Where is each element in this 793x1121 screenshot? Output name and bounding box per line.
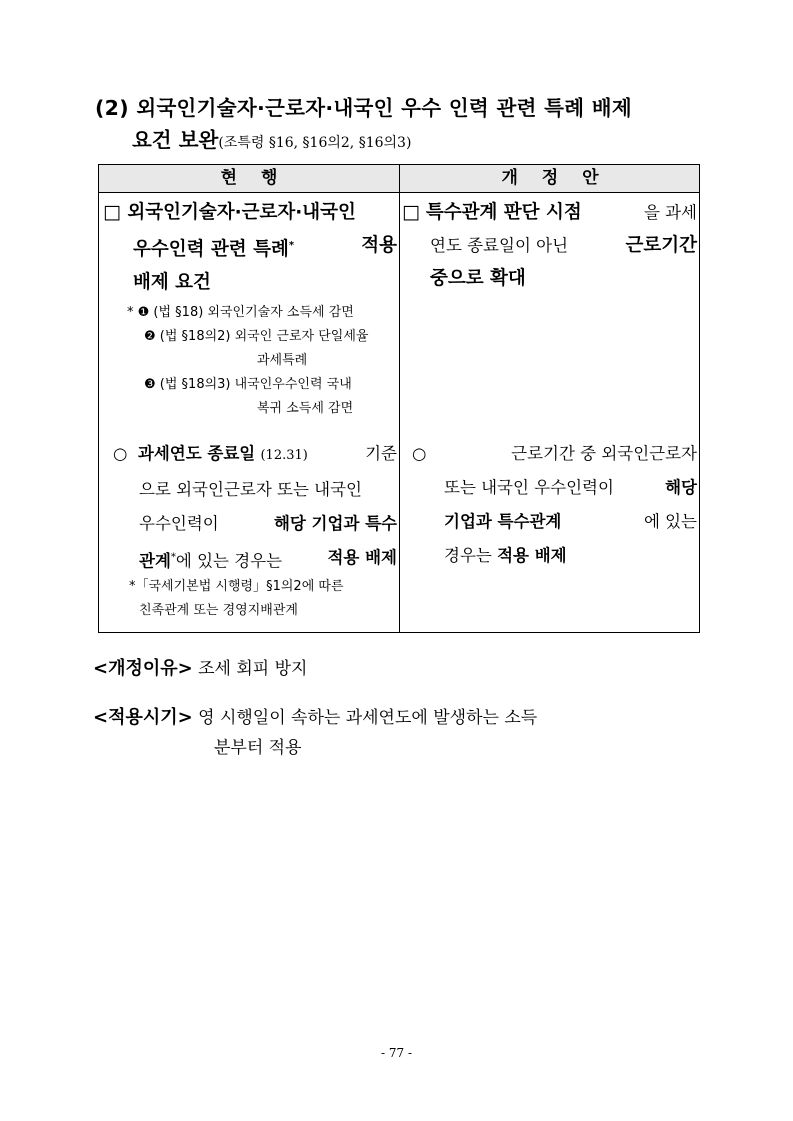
left-sub-line-1: ○ 과세연도 종료일 (12.31) 기준 — [113, 444, 397, 463]
title-line-2-text: 요건 보완 — [132, 128, 219, 152]
header-current: 현 행 — [220, 168, 278, 188]
right-sub-line-3: 기업과 특수관계 에 있는 — [444, 512, 697, 531]
apply-row — [93, 703, 703, 763]
circle-bullet-icon: ○ — [412, 444, 427, 463]
apply-label: <적용시기> — [93, 707, 193, 728]
footnote-line-2: 친족관계 또는 경영지배관계 — [139, 603, 298, 618]
right-main-line-3: 중으로 확대 — [430, 268, 526, 289]
left-sub-item — [113, 437, 397, 579]
reason-text: 조세 회피 방지 — [198, 659, 308, 679]
left-main-line-1: □ 외국인기술자·근로자·내국인 — [103, 201, 356, 223]
title-line-1: (2) 외국인기술자·근로자·내국인 우수 인력 관련 특례 배제 — [95, 96, 632, 120]
page-number: - 77 - — [380, 1046, 412, 1060]
left-main-line-3: 배제 요건 — [133, 272, 211, 294]
checkbox-square-icon: □ — [402, 201, 420, 223]
note-3: ❸ (법 §18의3) 내국인우수인력 국내 — [144, 377, 352, 392]
reason-label: <개정이유> — [93, 658, 193, 679]
left-main-item — [103, 196, 397, 299]
left-notes — [127, 301, 397, 421]
title-line-2 — [95, 124, 705, 159]
right-sub-item — [412, 437, 697, 573]
checkbox-square-icon: □ — [103, 201, 121, 223]
section-title — [95, 92, 705, 159]
table-divider — [399, 165, 400, 632]
right-main-item — [402, 196, 697, 295]
note-2: ❷ (법 §18의2) 외국인 근로자 단일세율 — [144, 329, 369, 344]
footnote-line-1: *「국세기본법 시행령」§1의2에 따른 — [129, 579, 344, 594]
right-main-line-1: □ 특수관계 판단 시점 을 과세 — [402, 201, 697, 223]
reason-row — [93, 654, 703, 684]
left-sub-line-3: 우수인력이 해당 기업과 특수 — [139, 514, 397, 533]
left-sub-line-4: 관계*에 있는 경우는 적용 배제 — [139, 548, 397, 571]
note-3-cont: 복귀 소득세 감면 — [257, 401, 354, 416]
left-footnote — [129, 575, 397, 623]
right-sub-line-4: 경우는 적용 배제 — [444, 546, 567, 565]
left-main-line-2: 우수인력 관련 특례* 적용 — [133, 235, 397, 261]
left-sub-line-2: 으로 외국인근로자 또는 내국인 — [139, 480, 362, 499]
right-main-line-2: 연도 종료일이 아닌 근로기간 — [430, 235, 697, 256]
apply-text-1: 영 시행일이 속하는 과세연도에 발생하는 소득 — [198, 708, 538, 728]
apply-text-2: 분부터 적용 — [214, 738, 302, 758]
right-sub-line-2: 또는 내국인 우수인력이 해당 — [444, 478, 697, 497]
comparison-table — [98, 164, 700, 633]
note-1: * ❶ (법 §18) 외국인기술자 소득세 감면 — [127, 305, 354, 320]
circle-bullet-icon: ○ — [113, 444, 128, 463]
right-sub-line-1: ○ 근로기간 중 외국인근로자 — [412, 437, 697, 471]
note-2-cont: 과세특례 — [257, 353, 308, 368]
title-reference: (조특령 §16, §16의2, §16의3) — [218, 135, 412, 151]
header-proposed: 개 정 안 — [501, 168, 599, 188]
